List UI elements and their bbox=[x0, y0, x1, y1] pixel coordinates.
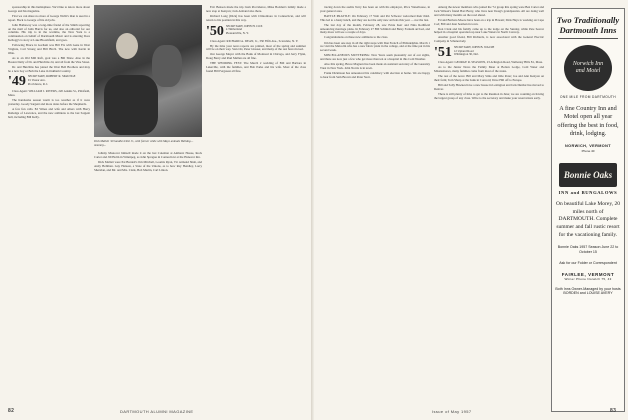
norwich-description: A fine Country Inn and Motel open all year offering the best in food, drink, lodging. bbox=[557, 105, 619, 137]
paragraph: As to an Old Mill Raft, goal was a Bill Shaw. Also in the Boston Daily of Dr. and Hutchins 2d, and all from the Vine Street. bbox=[8, 55, 90, 64]
paragraph: Congratulations on these new additions to the class. bbox=[324, 35, 389, 40]
animal-figure bbox=[152, 45, 182, 87]
bonnie-oaks-season: Bonnie Oaks 1957 Season June 22 to October 15 bbox=[557, 245, 619, 254]
class-secretary bbox=[28, 75, 76, 86]
paragraph: Dr. and Hutchins has joined the West Bell Brothers and may be a new boy or Boh the Lake in Oakham Country. bbox=[8, 64, 90, 73]
paragraph: MISCELLANEOUS MUTTERING: New Years seem pleasantly out of our sights, and there are now just a few who get more than ten at a hospital in this Cold Weather. bbox=[320, 53, 430, 62]
left-column-2-lower bbox=[94, 152, 202, 402]
right-column-1 bbox=[320, 6, 430, 401]
page-number-right: 83 bbox=[610, 408, 617, 414]
paragraph: Following Bruce in Gorham was Bill Fix with Gene in West Virginia, Carl Strong and Bill Birch. The new with Kevin in Ohio. bbox=[8, 43, 90, 55]
ad-divider bbox=[558, 38, 618, 39]
norwich-inn-name: Norwich Inn bbox=[572, 61, 604, 67]
secretary-line: 12 Upland Road bbox=[453, 48, 474, 53]
paragraph: THE WEDDING FEST: The March 2 wedding of Bill and Barbara in Lakeville, with the families, and Bob Parks and his wife. Most of the class found Bill Ferguson all fine. bbox=[206, 61, 306, 74]
ad-title: Two Traditionally Dartmouth Inns bbox=[556, 15, 620, 35]
paragraph: Don Clark and his family came up to the lodge on the Sunday, while Pete Seaver helped in a hospital operation up near Lake Waters in North Conway. bbox=[434, 26, 544, 35]
norwich-inn-motel: and Motel bbox=[575, 68, 601, 74]
paragraph: Among the newer members who joined the '51 group this spring were Ben Carter and Jack Wilson's friend Bart Barry, who lives near Doug's grandparents. All are doing well and with many months on the road ahead. bbox=[434, 6, 544, 17]
fairlee-location: FAIRLEE, VERMONT bbox=[561, 271, 615, 277]
figure-shadow bbox=[104, 75, 158, 135]
paragraph: The handsome season warm is too weather as if it were yesterday. Goody Sargent and more dates before the Shepherds. bbox=[8, 98, 90, 107]
paragraph: BATTLE PRATTLE: On February 17 Walt and Pat Schwarz welcomed their third. This led to a hasty lunch, and they are not the only new arrivals this year — nor the last. bbox=[320, 13, 430, 22]
class-year: '51 bbox=[434, 45, 452, 61]
owner-note: Both Inns Owner-Managed by your hosts BORDEN and LOUISE AVERY bbox=[555, 286, 621, 296]
paragraph: The rest of the news: Bill and Mary Sims and little Peter; Joe and Ann Kenyon on their farm; Tom Sharp at the bank in Concord; Dave Hill off to Europe. bbox=[434, 74, 544, 82]
paragraph: John Hathaway was a long-time friend of the Smith reporting on the mail of John Harris for us, and also an editorial for our columns. His trip is in the wartime, the New York is a continuation on behalf of Dartmouth Music and is entering Dora Kellogg's is story at Lake Bloomfield, and goes. bbox=[8, 22, 90, 43]
paragraph: Eric Benson made the trip from Providence, Mike Bodden's family made a new stop at Kenyon; Jack Armand also there. bbox=[206, 6, 306, 13]
paragraph: sponsorship in this hemisphere. We'd like to know more about George and his magazine. bbox=[8, 6, 90, 13]
paragraph: Another good friend, Bill Richards, is now associated with the General Electric Company in Schenectady. bbox=[434, 35, 544, 44]
secretary-line: 91 Vassar Ave. bbox=[27, 78, 46, 83]
class-year: '50 bbox=[206, 23, 224, 39]
class-year: '49 bbox=[8, 74, 26, 90]
secretary-line: SECRETARY, JOHN H. COX bbox=[225, 23, 263, 28]
right-footer bbox=[610, 408, 616, 414]
paragraph: There is still plenty of time to get to the Reunion in June; we are counting on having the largest group of any class. Write to the secretary and make your reservations early. bbox=[434, 91, 544, 100]
paragraph: Class Agent: GEORGE R. SEASONS, 23 Arlington Road, Wellesley Hills 81, Mass. bbox=[438, 60, 543, 65]
norwich-tagline: ONE MILE FROM DARTMOUTH bbox=[560, 95, 616, 99]
right-column-2 bbox=[434, 6, 544, 401]
paragraph: As to the Junior News the Family Meet at Bolton Lodge, Cold Water and Mississinawa, many families came from most of the states. bbox=[434, 65, 544, 74]
paragraph: tracing down the audits Terry has been on with his employer, Price Waterhouse, in your general area. bbox=[320, 6, 430, 13]
class-secretary bbox=[226, 25, 263, 36]
class-header bbox=[434, 46, 544, 59]
class-secretary bbox=[454, 46, 494, 57]
paragraph: A few fun calls. Ed Wines and wife and others with Harry Rutledge of Lawrence, and the new additions to the last Sargent hall, including Bill Kelly. bbox=[8, 107, 90, 119]
secretary-line: Pleasantville, N. Y. bbox=[225, 30, 249, 35]
paragraph: By the time your news reports are printed, most of the spring and summer will be on their way. Stan Orr, Peter Glasser, and many of the rest have moved. bbox=[206, 43, 306, 52]
magazine-name: DARTMOUTH ALUMNI MAGAZINE bbox=[120, 409, 194, 414]
winter-phone: Winter Phone Norwich 75, 43 bbox=[564, 276, 612, 281]
norwich-location: NORWICH, VERMONT bbox=[565, 144, 611, 149]
person-figure bbox=[116, 33, 138, 59]
left-column-1 bbox=[8, 6, 90, 401]
bonnie-oaks-logo: Bonnie Oaks bbox=[559, 163, 617, 187]
secretary-line: Wilmington 30, Del. bbox=[453, 52, 479, 57]
photo-caption: Dick Mallett '49 handles Dish Jr., with former while with Mayo animals Bulldog—mmmmy... bbox=[94, 139, 194, 147]
paragraph: The last day of the month, February 28, saw Ernie Kerr and Nina Rothfield announcing marriage plans. In February 27 Bill Schmidt and Betsy Farnum arrived, and many more will see a couple of days. bbox=[320, 22, 430, 35]
norwich-inn-sign bbox=[564, 45, 612, 91]
bonnie-oaks-description: On beautiful Lake Morey, 20 miles north of DARTMOUTH. Complete summer and fall rustic resort for the vacationing family. bbox=[556, 201, 620, 238]
left-footer bbox=[8, 408, 14, 414]
secretary-line: Providence, R. I. bbox=[27, 81, 49, 86]
paragraph: Class Agent: WILLIAM J. RIVERS, 220 Adams St., Pittsfield, Mass. bbox=[8, 89, 90, 98]
paragraph: First we can share no more of George Webb's than is used in a report. Back to George of his old jobs. bbox=[8, 13, 90, 22]
right-page bbox=[314, 0, 628, 420]
paragraph: Ed and Barbara Moore have been on a trip in Hawaii; Dick Hays is working on Cape Cod; Bill and Jean Seaman in town. bbox=[434, 17, 544, 26]
paragraph: Johnny Mastover himself made it on the last Coleman at Amherst House, Rock Carter and Jill Holm in Winnipeg, as John Sprague in Connecticut at the Hanover Inn. bbox=[94, 152, 202, 159]
paragraph: Dick Mallett were Pat Burdett's Jim Mitchell, Loomis Ryan, Vic Armand Shah, and Andy Hellman. Guy Hanson, a State of the Unions, as to how Ray Hendley, Larry Sheridan, and Mr. and Mrs. Clark, Bob Martin, Carl Linton. bbox=[94, 159, 202, 172]
class-photo bbox=[94, 5, 202, 137]
paragraph: Frank Dickinson has announced his candidacy with election at home. We are happy to hear from Sam Brown and Peter Storr. bbox=[320, 70, 430, 79]
paragraph: Richard Long (Dick) has been with Clintonboro in Connecticut, and will return to his position in this way. bbox=[206, 13, 306, 22]
bonnie-oaks-subtitle: INN and BUNGALOWS bbox=[558, 190, 618, 196]
paragraph: Our George Meyer with the Bank of Montreal in Chicago, and Jerry Flynn, Doug Berry and Paul Mellen are all fine. bbox=[206, 52, 306, 61]
left-column-3 bbox=[206, 6, 306, 401]
paragraph: Also this spring, Bruce Magnon has been made an assistant secretary of the Guaranty Trust in New York. John Norris is in town. bbox=[320, 62, 430, 70]
norwich-phone: Phone 40 bbox=[581, 149, 595, 154]
issue-label: Issue of May 1957 bbox=[432, 409, 472, 414]
secretary-line: SECRETARY, JOHN B. WALSH bbox=[453, 45, 495, 50]
bonnie-oaks-folder: Ask for our Folder or Correspondent bbox=[559, 260, 617, 265]
secretary-line: SECRETARY, ROBERT R. SPAUNGE bbox=[27, 74, 76, 79]
paragraph: Class Agent: RICHARD A. DEAN, Jr., 330 Fifth Ave., Scarsdale, N. Y. bbox=[210, 38, 299, 43]
page-number-left: 82 bbox=[8, 408, 15, 414]
class-header bbox=[206, 25, 306, 38]
secretary-line: 4 Timberland bbox=[225, 27, 242, 32]
inns-advertisement bbox=[551, 8, 625, 412]
paragraph: Jim has been one step in all the right steps with Dan French of Philadelphia. March 1 we visit the Malcolm who has a new fabric plant in the college, and at the time put in his second week. bbox=[320, 40, 430, 53]
paragraph: Bill and Sally Hawkes have a new house in Lexington and Jack Dunbar has moved to Denver. bbox=[434, 82, 544, 91]
class-header bbox=[8, 75, 90, 88]
